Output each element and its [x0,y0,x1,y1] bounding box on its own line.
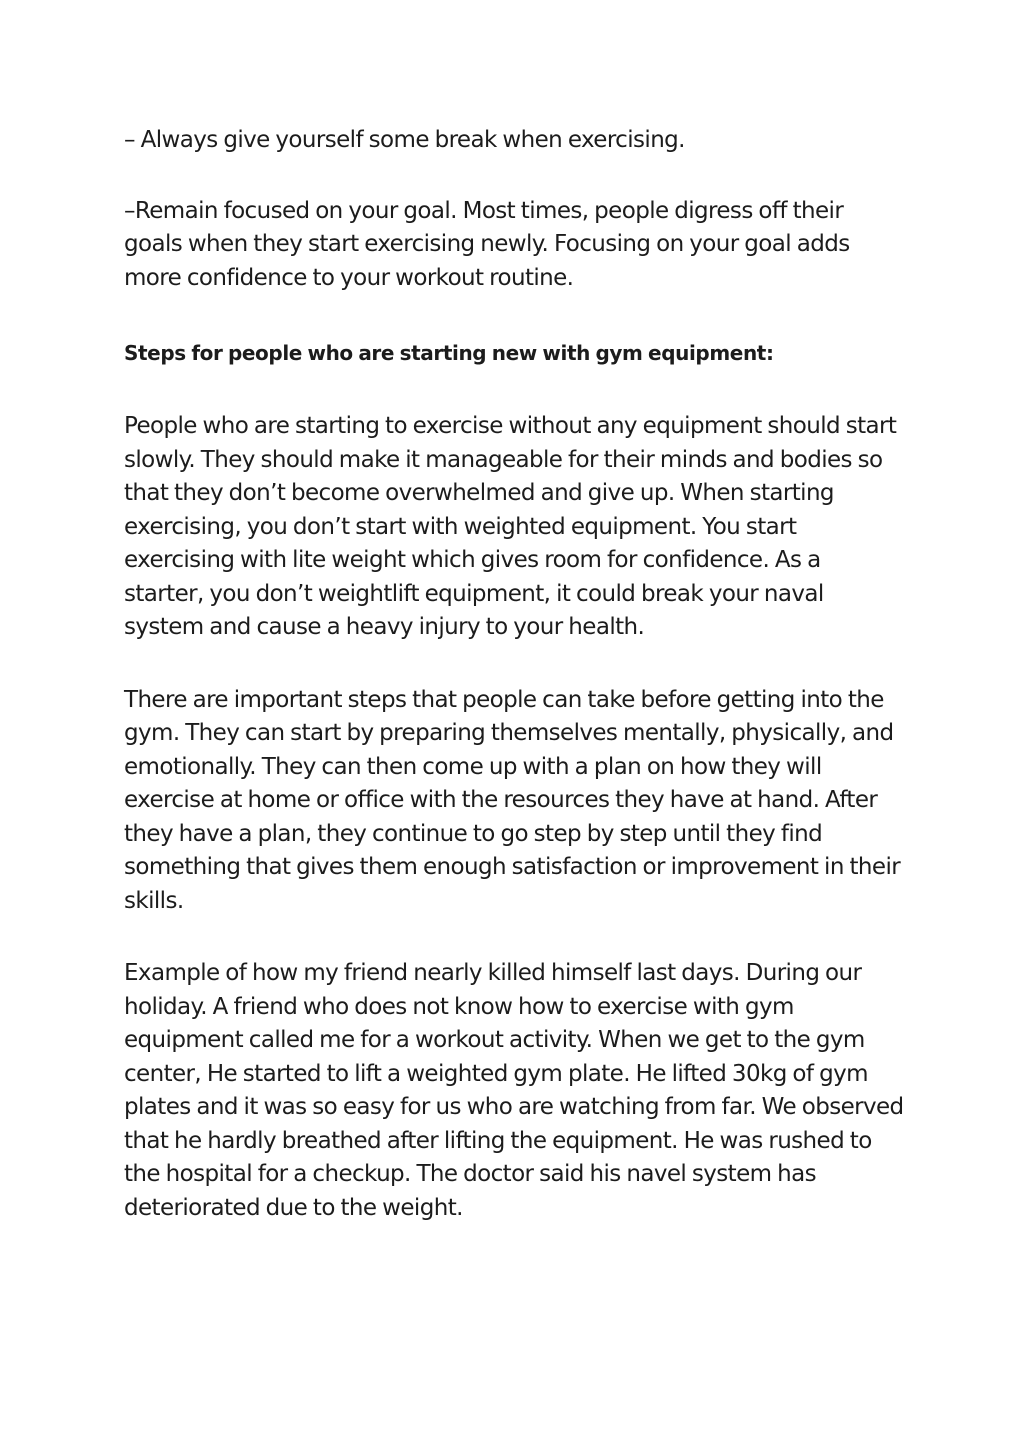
document-body [124,124,904,1264]
paragraph-important-steps: There are important steps that people can take before getting into the gym. They can start by preparing themselves mentally, physically, and emotionally. They can then come up with a plan on how they will exercise at home or office with the resources they have at hand. After they have a plan, they continue to go step by step until they find something that gives them enough satisfaction or improvement in their skills. [124,686,901,914]
tip-take-breaks: – Always give yourself some break when exercising. [124,127,685,153]
paragraph-friend-example: Example of how my friend nearly killed himself last days. During our holiday. A friend who does not know how to exercise with gym equipment called me for a workout activity. When we get to the gym center, He started to lift a weighted gym plate. He lifted 30kg of gym plates and it was so easy for us who are watching from far. We observed that he hardly breathed after lifting the equipment. He was rushed to the hospital for a checkup. The doctor said his navel system has deteriorated due to the weight. [124,960,904,1221]
paragraph-start-slowly: People who are starting to exercise without any equipment should start slowly. They should make it manageable for their minds and bodies so that they don’t become overwhelmed and give up. When starting exercising, you don’t start with weighted equipment. You start exercising with lite weight which gives room for confidence. As a starter, you don’t weightlift equipment, it could break your naval system and cause a heavy injury to your health. [124,413,897,640]
tip-remain-focused: –Remain focused on your goal. Most times, people digress off their goals when they start exercising newly. Focusing on your goal adds more confidence to your workout routine. [124,197,850,291]
section-heading: Steps for people who are starting new with gym equipment: [124,341,774,365]
